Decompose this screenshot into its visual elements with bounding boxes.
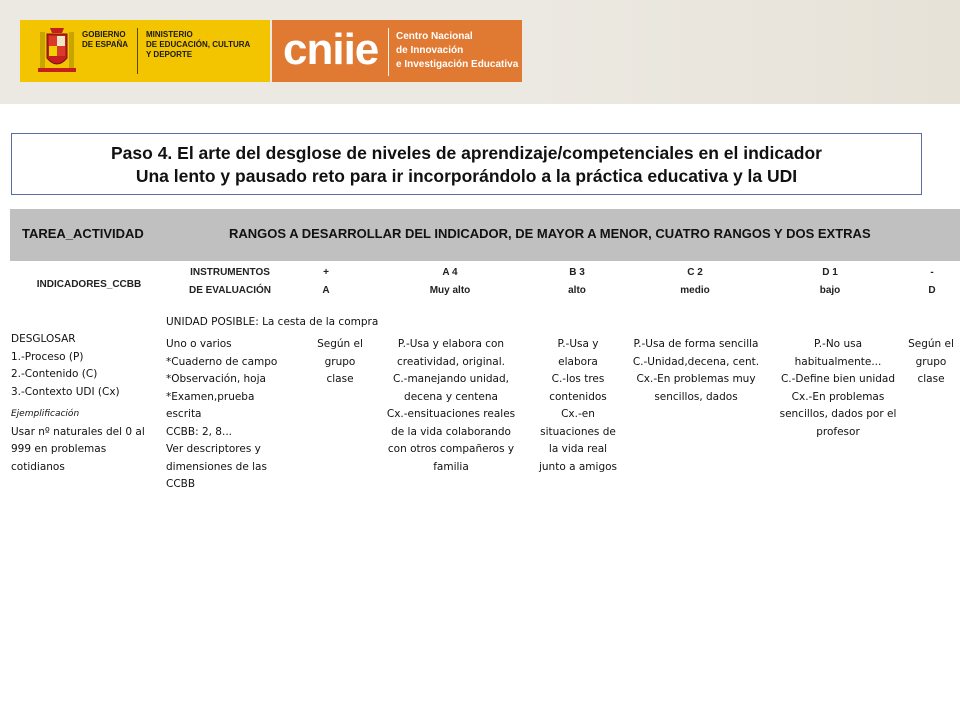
cell-line: C.-Unidad,decena, cent.: [632, 355, 760, 368]
cell-line: Cx.-en: [561, 408, 595, 420]
cell-line: decena y centena: [404, 390, 498, 403]
header-instrumentos: [170, 264, 290, 300]
cell-line: 2.-Contenido (C): [11, 368, 98, 380]
cell-line: creatividad, original.: [397, 355, 505, 368]
unidad-posible: UNIDAD POSIBLE: La cesta de la compra: [166, 316, 379, 328]
cell-line: Según el: [317, 338, 363, 350]
cell-line: sencillos, dados por el: [779, 408, 897, 420]
cell-line: Cx.-En problemas: [791, 390, 885, 403]
cell-line: familia: [433, 460, 469, 473]
header-line: A 4: [442, 267, 458, 278]
cell-line: con otros compañeros y: [387, 443, 515, 455]
cell-line: clase: [326, 373, 354, 385]
cell-line: CCBB: [166, 478, 196, 490]
cell-line: cotidianos: [11, 460, 65, 473]
cniie-line: de Innovación: [396, 45, 464, 56]
header-line: C 2: [687, 267, 703, 278]
cniie-line: e Investigación Educativa: [396, 59, 519, 70]
cell-line: grupo: [324, 355, 356, 368]
cell-line: Uno o varios: [166, 338, 232, 350]
cell-line: profesor: [816, 425, 860, 438]
cell-line: escrita: [166, 408, 202, 420]
header-line: +: [323, 267, 329, 278]
ministerio-line: MINISTERIO: [146, 30, 193, 39]
crest-icon: [38, 26, 76, 76]
cell-line: contenidos: [549, 390, 607, 403]
header-line: A: [322, 285, 330, 296]
tarea-actividad-label: TAREA_ACTIVIDAD: [22, 226, 144, 241]
cell-line: C.-manejando unidad,: [393, 373, 509, 385]
ministerio-line: DE EDUCACIÓN, CULTURA: [146, 40, 251, 49]
cell-line: 3.-Contexto UDI (Cx): [11, 385, 120, 398]
cell-line: la vida real: [548, 443, 608, 455]
cell-line: C.-Define bien unidad: [780, 373, 896, 385]
cniie-text: [396, 30, 518, 72]
ministerio-line: Y DEPORTE: [146, 50, 193, 59]
cell-line: de la vida colaborando: [391, 425, 511, 438]
cell-line: P.-Usa y: [557, 338, 599, 350]
cell-line: P.-No usa: [814, 338, 862, 350]
cell-line: dimensiones de las: [166, 460, 267, 473]
cell-line: CCBB: 2, 8...: [166, 425, 232, 438]
title-line-1: Paso 4. El arte del desglose de niveles de aprendizaje/competenciales en el indicador: [111, 143, 822, 163]
cell-line: sencillos, dados: [654, 390, 738, 403]
cell-line: DESGLOSAR: [11, 333, 76, 345]
b3-cell: [530, 336, 626, 476]
header-line: B 3: [569, 267, 585, 278]
cniie-logo: cniie: [283, 25, 379, 74]
gobierno-line: DE ESPAÑA: [82, 40, 129, 49]
header-line: DE EVALUACIÓN: [188, 285, 272, 296]
cell-line: Usar nº naturales del 0 al: [11, 425, 145, 438]
cell-line: *Examen,prueba: [166, 390, 255, 403]
header-indicadores: INDICADORES_CCBB: [36, 279, 142, 290]
cell-line: grupo: [915, 355, 947, 368]
title-line-2: Una lento y pausado reto para ir incorporándolo a la práctica educativa y la UDI: [135, 166, 798, 186]
indicadores-cell: [11, 331, 163, 476]
header-line: D 1: [822, 267, 838, 278]
divider: [137, 28, 138, 74]
title-box: [11, 133, 922, 195]
header-line: medio: [680, 285, 710, 296]
cell-line: 1.-Proceso (P): [11, 350, 84, 363]
header-b3: [537, 264, 617, 300]
instrumentos-cell: [166, 336, 306, 494]
cell-line: *Cuaderno de campo: [166, 355, 278, 368]
cell-line: Cx.-ensituaciones reales: [386, 408, 516, 420]
cell-line: 999 en problemas: [11, 443, 107, 455]
ministerio-text: [146, 30, 250, 60]
plus-cell: [308, 336, 372, 389]
rangos-label: RANGOS A DESARROLLAR DEL INDICADOR, DE MAYOR A MENOR, CUATRO RANGOS Y DOS EXTRAS: [229, 226, 871, 241]
header-line: Muy alto: [429, 285, 471, 296]
gobierno-text: [82, 30, 128, 50]
divider: [388, 28, 389, 76]
header-a4: [380, 264, 520, 300]
cell-line: clase: [917, 373, 945, 385]
cell-line: habitualmente...: [794, 355, 882, 368]
cell-line: situaciones de: [540, 425, 616, 438]
header-minus: [912, 264, 952, 300]
cell-line: P.-Usa y elabora con: [397, 338, 505, 350]
cell-line: Según el: [908, 338, 954, 350]
header-line: alto: [568, 285, 586, 296]
header-line: bajo: [819, 285, 841, 296]
cell-line: Cx.-En problemas muy: [636, 373, 756, 385]
gobierno-line: GOBIERNO: [82, 30, 126, 39]
cell-line: elabora: [558, 355, 598, 368]
minus-cell: [902, 336, 960, 389]
header-c2: [650, 264, 740, 300]
cniie-line: Centro Nacional: [396, 31, 473, 42]
header-plus: [306, 264, 346, 300]
header-d1: [790, 264, 870, 300]
c2-cell: [620, 336, 772, 406]
cell-line: P.-Usa de forma sencilla: [633, 338, 759, 350]
d1-cell: [766, 336, 910, 441]
header-line: -: [930, 267, 934, 278]
cell-line: Ver descriptores y: [166, 443, 261, 455]
header-line: INSTRUMENTOS: [190, 267, 270, 278]
cell-line: junto a amigos: [538, 460, 618, 473]
header-line: D: [928, 285, 936, 296]
a4-cell: [376, 336, 526, 476]
ejemplificacion-label: Ejemplificación: [11, 409, 80, 419]
header-banner: [0, 0, 960, 104]
cell-line: *Observación, hoja: [166, 373, 266, 385]
cell-line: C.-los tres: [551, 373, 605, 385]
